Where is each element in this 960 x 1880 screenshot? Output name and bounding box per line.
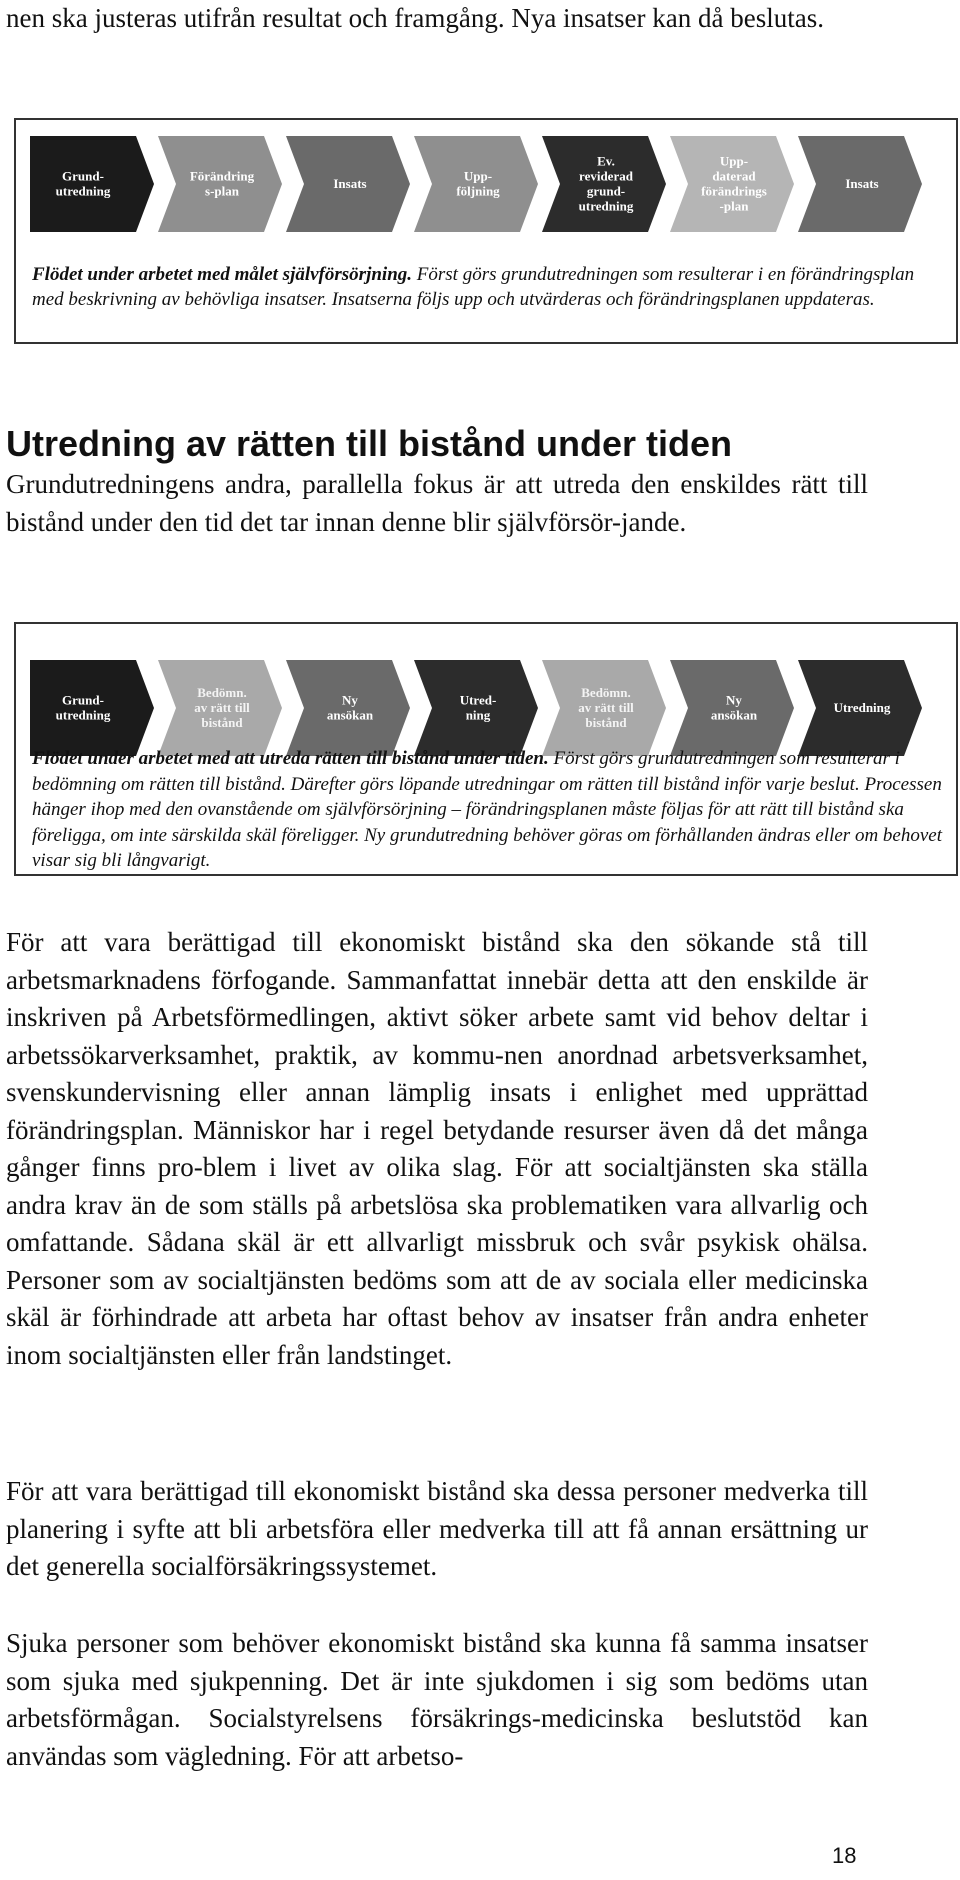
fig2-step-2-label: Bedömn. bbox=[197, 685, 247, 700]
fig2-step-1-label: Grund- bbox=[62, 692, 104, 708]
fig2-step-2-label: av rätt till bbox=[194, 700, 250, 715]
fig2-step-1-label: utredning bbox=[55, 707, 111, 723]
caption-title: Flödet under arbetet med att utreda rätten till bistånd under tiden. bbox=[32, 748, 549, 769]
fig2-step-2-label: bistånd bbox=[201, 715, 243, 730]
fig1-step-1-label: Grund- bbox=[62, 168, 104, 184]
fig1-step-5-label: grund- bbox=[586, 183, 626, 199]
paragraph-3: Sjuka personer som behöver ekonomiskt bistånd ska kunna få samma insatser som sjuka med sjukpenning. Det är inte sjukdomen i sig som bedöms utan arbetsförmågan. Socialstyrelsens försäkrings-medicinska beslutstöd kan användas som vägledning. För att arbetso- bbox=[6, 1628, 868, 1771]
fig2-step-3-label: ansökan bbox=[326, 707, 374, 723]
heading-paragraph: Grundutredningens andra, parallella fokus är att utreda den enskildes rätt till bistånd under den tid det tar innan denne blir självförsör-jande. bbox=[6, 469, 868, 537]
fig2-step-4-label: ning bbox=[465, 707, 491, 723]
fig1-step-5-label: Ev. bbox=[597, 153, 615, 169]
caption-title: Flödet under arbetet med målet självförsörjning. bbox=[32, 264, 413, 285]
intro-paragraph: nen ska justeras utifrån resultat och framgång. Nya insatser kan då beslutas. bbox=[6, 3, 824, 33]
fig1-step-6-label: daterad bbox=[712, 168, 756, 184]
figure-caption-self-sufficiency bbox=[32, 262, 942, 312]
caption-body: Först görs grundutredningen som resulterar i en förändringsplan med beskrivning av behövliga insatser. Insatserna följs upp och utvärderas och förändringsplanen uppdateras. bbox=[32, 264, 915, 310]
page-number: 18 bbox=[832, 1843, 857, 1868]
fig1-step-5-label: utredning bbox=[578, 198, 634, 214]
fig1-step-1-label: utredning bbox=[55, 183, 111, 199]
section-heading: Utredning av rätten till bistånd under tiden bbox=[6, 423, 733, 464]
fig2-step-3-label: Ny bbox=[342, 692, 358, 708]
fig2-step-6-label: Ny bbox=[726, 692, 742, 708]
paragraph-2: För att vara berättigad till ekonomiskt bistånd ska dessa personer medverka till planering i syfte att bli arbetsföra eller medverka till att få annan ersättning ur det generella socialförsäkringssystemet. bbox=[6, 1476, 868, 1581]
fig1-step-2-label: Förändring bbox=[189, 168, 255, 184]
fig1-step-6-label: förändrings bbox=[701, 183, 767, 199]
fig2-step-5-label: Bedömn. bbox=[581, 685, 631, 700]
fig2-step-4-label: Utred- bbox=[459, 692, 497, 708]
caption-body: Först görs grundutredningen som resulterar i bedömning om rätten till bistånd. Därefter görs löpande utredningar om rätten till bistånd inför varje beslut. Processen hänger ihop med den ovanstående om självförsörjning – förändringsplanen måste följas för att rätt till bistånd ska föreligga, om inte särskilda skäl föreligger. Ny grundutredning behöver göras om förhållanden ändras eller om behovet visar sig bli långvarigt. bbox=[32, 748, 942, 871]
flow-figure-self-sufficiency bbox=[14, 118, 958, 344]
fig1-step-2-label: s-plan bbox=[205, 183, 239, 199]
flow-figure-right-to-aid bbox=[14, 622, 958, 876]
fig2-step-5-label: bistånd bbox=[585, 715, 627, 730]
fig2-step-5-label: av rätt till bbox=[578, 700, 634, 715]
fig1-step-3-label: Insats bbox=[333, 176, 367, 191]
fig1-step-5-label: reviderad bbox=[579, 168, 633, 184]
fig1-step-4-label: följning bbox=[456, 183, 500, 199]
figure-caption-right-to-aid bbox=[32, 746, 942, 874]
fig2-step-6-label: ansökan bbox=[710, 707, 758, 723]
fig1-step-6-label: -plan bbox=[719, 198, 749, 214]
fig1-step-6-label: Upp- bbox=[719, 153, 749, 169]
fig2-step-7-label: Utredning bbox=[833, 700, 891, 715]
fig1-step-7-label: Insats bbox=[845, 176, 879, 191]
fig1-step-4-label: Upp- bbox=[463, 168, 493, 184]
paragraph-1: För att vara berättigad till ekonomiskt bistånd ska den sökande stå till arbetsmarknadens förfogande. Sammanfattat innebär detta att den enskilde är inskriven på Arbetsförmedlingen, aktivt söker arbete samt vid behov deltar i arbetssökarverksamhet, praktik, av kommu-nen anordnad arbetsverksamhet, svenskundervisning eller annan lämplig insats i enlighet med upprättad förändringsplan. Människor har i regel betydande resurser även då det många gånger finns pro-blem i livet av olika slag. För att socialtjänsten ska ställa andra krav än de som ställs på arbetslösa ska problematiken vara allvarlig och omfattande. Sådana skäl är ett allvarligt missbruk och svår psykisk ohälsa. Personer som av socialtjänsten bedöms som att de av sociala eller medicinska skäl är förhindrade att arbeta har oftast behov av insatser från andra enheter inom socialtjänsten eller från landstinget. bbox=[6, 927, 868, 1370]
flow-diagram-self-sufficiency bbox=[30, 130, 930, 240]
